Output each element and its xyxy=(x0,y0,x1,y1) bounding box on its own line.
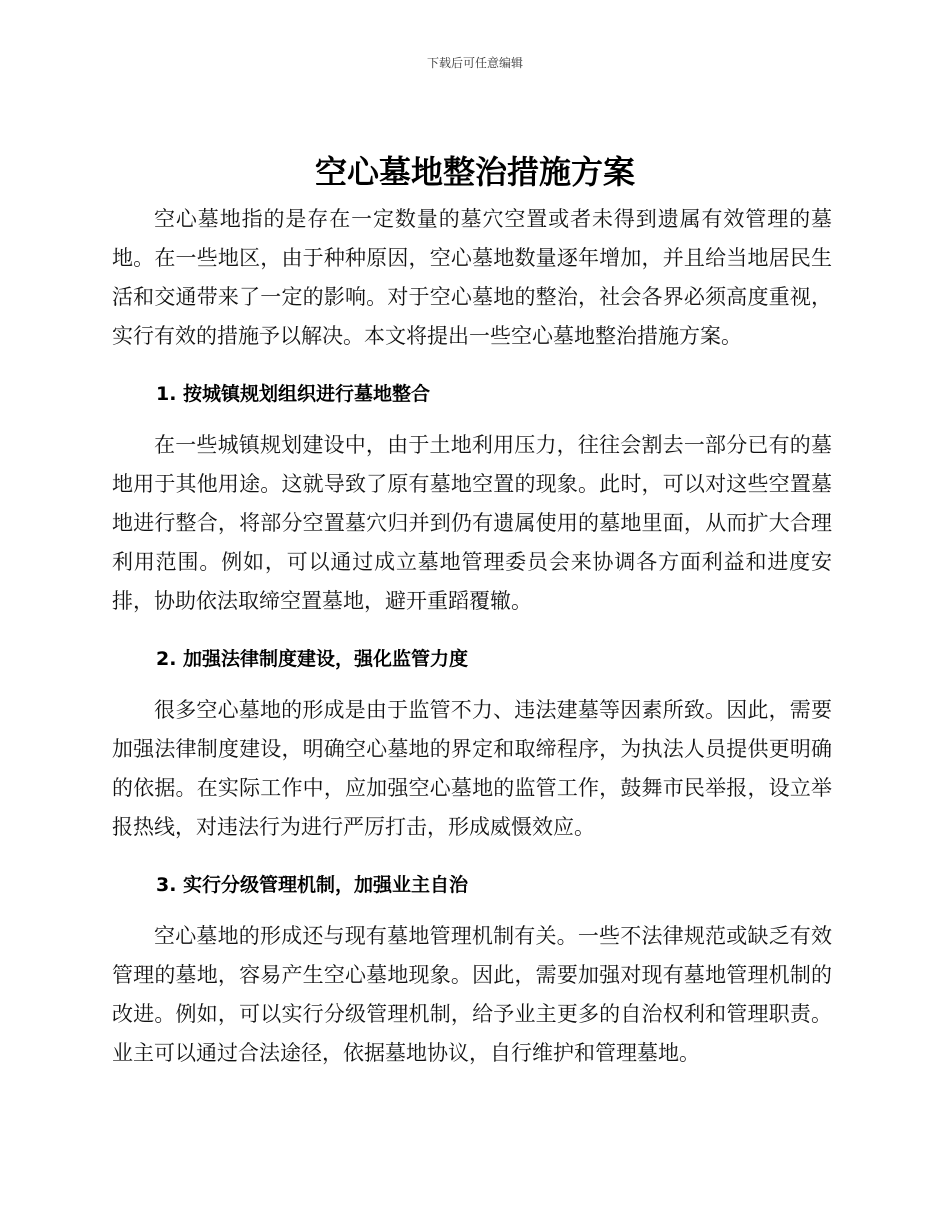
section-heading-1: 1. 按城镇规划组织进行墓地整合 xyxy=(156,383,431,405)
document-title: 空心墓地整治措施方案 xyxy=(314,153,635,191)
section-paragraph-3: 空心墓地的形成还与现有墓地管理机制有关。一些不法律规范或缺乏有效管理的墓地，容易产生空心墓地现象。因此，需要加强对现有墓地管理机制的改进。例如，可以实行分级管理机制，给予业主更多的自治权利和管理职责。业主可以通过合法途径，依据墓地协议，自行维护和管理墓地。 xyxy=(112,924,832,1065)
intro-paragraph: 空心墓地指的是存在一定数量的墓穴空置或者未得到遗属有效管理的墓地。在一些地区，由于种种原因，空心墓地数量逐年增加，并且给当地居民生活和交通带来了一定的影响。对于空心墓地的整治，社会各界必须高度重视，实行有效的措施予以解决。本文将提出一些空心墓地整治措施方案。 xyxy=(112,207,832,348)
section-heading-2: 2. 加强法律制度建设，强化监管力度 xyxy=(156,648,469,670)
page-header-note: 下载后可任意编辑 xyxy=(426,56,523,70)
section-paragraph-2: 很多空心墓地的形成是由于监管不力、违法建墓等因素所致。因此，需要加强法律制度建设，明确空心墓地的界定和取缔程序，为执法人员提供更明确的依据。在实际工作中，应加强空心墓地的监管工作，鼓舞市民举报，设立举报热线，对违法行为进行严厉打击，形成威慑效应。 xyxy=(112,698,832,839)
section-paragraph-1: 在一些城镇规划建设中，由于土地利用压力，往往会割去一部分已有的墓地用于其他用途。这就导致了原有墓地空置的现象。此时，可以对这些空置墓地进行整合，将部分空置墓穴归并到仍有遗属使用的墓地里面，从而扩大合理利用范围。例如，可以通过成立墓地管理委员会来协调各方面利益和进度安排，协助依法取缔空置墓地，避开重蹈覆辙。 xyxy=(112,433,832,613)
document-body xyxy=(112,200,832,1073)
section-heading-3: 3. 实行分级管理机制，加强业主自治 xyxy=(156,874,469,896)
